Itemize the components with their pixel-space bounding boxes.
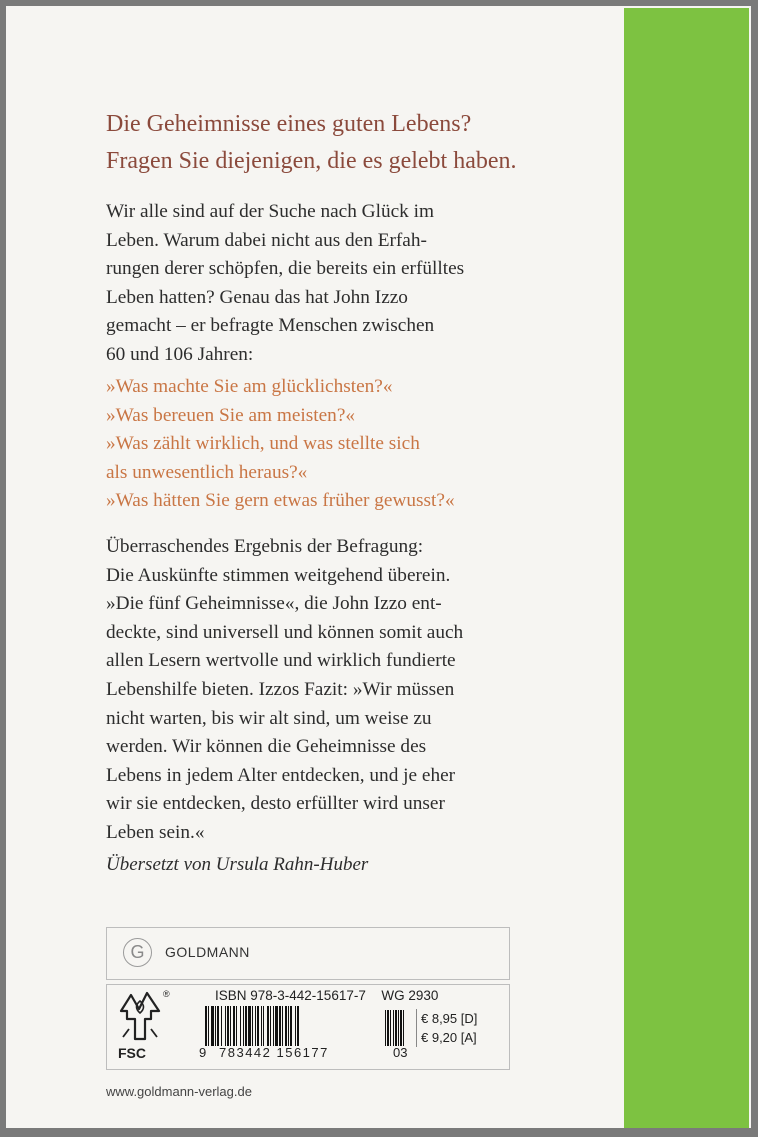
translator-credit: Übersetzt von Ursula Rahn-Huber [106,854,369,875]
intro-line: gemacht – er befragte Menschen zwischen [106,315,435,337]
intro-line: 60 und 106 Jahren: [106,343,254,365]
price-germany: € 8,95 [D] [421,1011,478,1026]
isbn-line [215,988,438,1003]
isbn-number: ISBN 978-3-442-15617-7 [215,988,366,1003]
body-line: Leben sein.« [106,821,205,843]
body-line: Überraschendes Ergebnis der Befragung: [106,536,424,557]
body-line: nicht warten, bis wir alt sind, um weise zu [106,707,432,729]
publisher-box [106,927,510,980]
barcode-box [106,984,510,1070]
headline [106,106,606,180]
publisher-website: www.goldmann-verlag.de [106,1084,252,1099]
question-line: »Was bereuen Sie am meisten?« [106,404,356,426]
question-line: als unwesentlich heraus?« [106,461,308,483]
questions-list [106,373,536,516]
publisher-name: GOLDMANN [165,944,250,960]
fsc-label: FSC [118,1045,146,1061]
question-line: »Was hätten Sie gern etwas früher gewusst?« [106,490,455,512]
fsc-logo [115,989,170,1063]
barcode-addon-digits: 03 [393,1045,408,1060]
body-line: werden. Wir können die Geheimnisse des [106,736,427,758]
barcode-lead-digit: 9 [199,1045,207,1060]
intro-line: Wir alle sind auf der Suche nach Glück im [106,201,434,222]
headline-line-1: Die Geheimnisse eines guten Lebens? [106,111,472,137]
fsc-tree-icon [115,989,165,1045]
price-austria: € 9,20 [A] [421,1030,477,1045]
barcode-digits: 783442 156177 [219,1045,329,1060]
body-line: deckte, sind universell und können somit auch [106,621,464,643]
body-line: »Die fünf Geheimnisse«, die John Izzo ent- [106,593,442,615]
body-line: Lebens in jedem Alter entdecken, und je eher [106,764,456,786]
question-line: »Was machte Sie am glücklichsten?« [106,376,393,397]
body-line: Lebenshilfe bieten. Izzos Fazit: »Wir müssen [106,678,455,700]
green-spine [624,8,749,1129]
goldmann-logo-icon: G [123,938,152,967]
fsc-registered-mark: ® [163,989,170,999]
price-divider [416,1009,417,1047]
warengruppe: WG 2930 [381,988,439,1003]
body-line: wir sie entdecken, desto erfüllter wird unser [106,793,445,815]
intro-paragraph [106,198,536,370]
question-line: »Was zählt wirklich, und was stellte sich [106,433,420,455]
body-line: Die Auskünfte stimmen weitgehend überein. [106,564,451,586]
body-paragraph [106,533,536,848]
body-line: allen Lesern wertvolle und wirklich fundierte [106,650,456,672]
intro-line: rungen derer schöpfen, die bereits ein erfülltes [106,258,465,280]
barcode [203,1006,415,1046]
intro-line: Leben hatten? Genau das hat John Izzo [106,286,408,308]
intro-line: Leben. Warum dabei nicht aus den Erfah- [106,229,427,251]
headline-line-2: Fragen Sie diejenigen, die es gelebt haben. [106,148,517,174]
bottom-edge [0,1128,758,1137]
